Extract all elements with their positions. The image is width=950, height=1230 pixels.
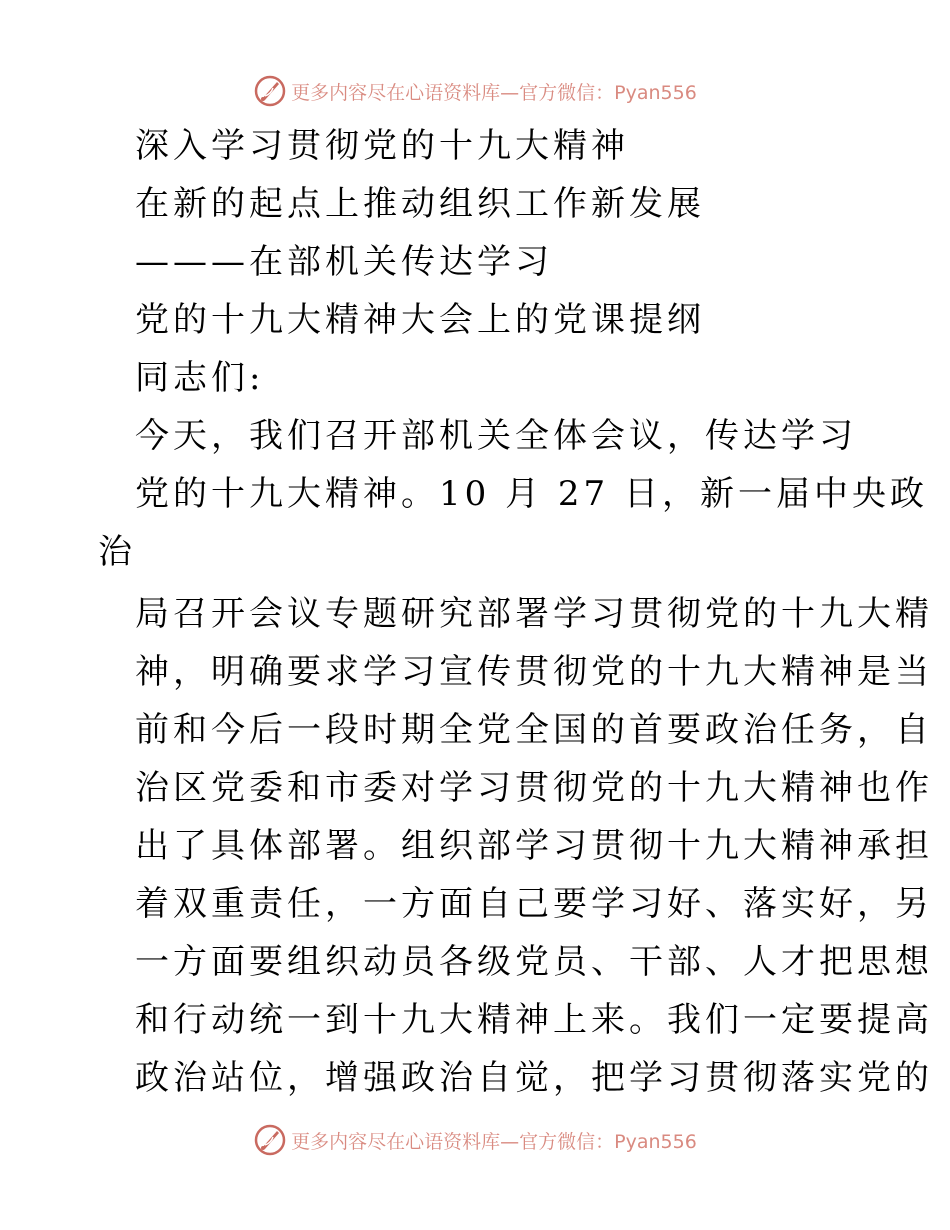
paragraph-line: 和行动统一到十九大精神上来。我们一定要提高 <box>135 1000 933 1040</box>
page-header-watermark <box>0 73 950 109</box>
paragraph-line: 治区党委和市委对学习贯彻党的十九大精神也作 <box>135 768 933 808</box>
paragraph-line: 党的十九大精神。10 月 27 日，新一届中央政 <box>135 474 928 514</box>
paragraph-line: 一方面要组织动员各级党员、干部、人才把思想 <box>135 942 933 982</box>
paragraph-line: 神，明确要求学习宣传贯彻党的十九大精神是当 <box>135 652 933 692</box>
brand-banner <box>253 74 697 108</box>
quill-pen-logo-icon <box>253 74 287 108</box>
brand-text: 更多内容尽在心语资料库—官方微信：Pyan556 <box>291 1130 697 1153</box>
title-line-1: 深入学习贯彻党的十九大精神 <box>135 126 629 166</box>
subtitle-line-2: 党的十九大精神大会上的党课提纲 <box>135 300 705 340</box>
paragraph-line: 政治站位，增强政治自觉，把学习贯彻落实党的 <box>135 1058 933 1098</box>
salutation-line: 同志们: <box>135 358 265 398</box>
subtitle-line-1: ———在部机关传达学习 <box>135 242 553 282</box>
paragraph-line: 今天，我们召开部机关全体会议，传达学习 <box>135 416 857 456</box>
brand-text: 更多内容尽在心语资料库—官方微信：Pyan556 <box>291 81 697 104</box>
paragraph-line: 局召开会议专题研究部署学习贯彻党的十九大精 <box>135 594 933 634</box>
paragraph-line: 前和今后一段时期全党全国的首要政治任务，自 <box>135 710 933 750</box>
paragraph-line: 着双重责任，一方面自己要学习好、落实好，另 <box>135 884 933 924</box>
page-footer-watermark <box>0 1122 950 1158</box>
paragraph-line: 出了具体部署。组织部学习贯彻十九大精神承担 <box>135 826 933 866</box>
paragraph-line: 治 <box>98 532 136 572</box>
title-line-2: 在新的起点上推动组织工作新发展 <box>135 184 705 224</box>
quill-pen-logo-icon <box>253 1123 287 1157</box>
brand-banner <box>253 1123 697 1157</box>
